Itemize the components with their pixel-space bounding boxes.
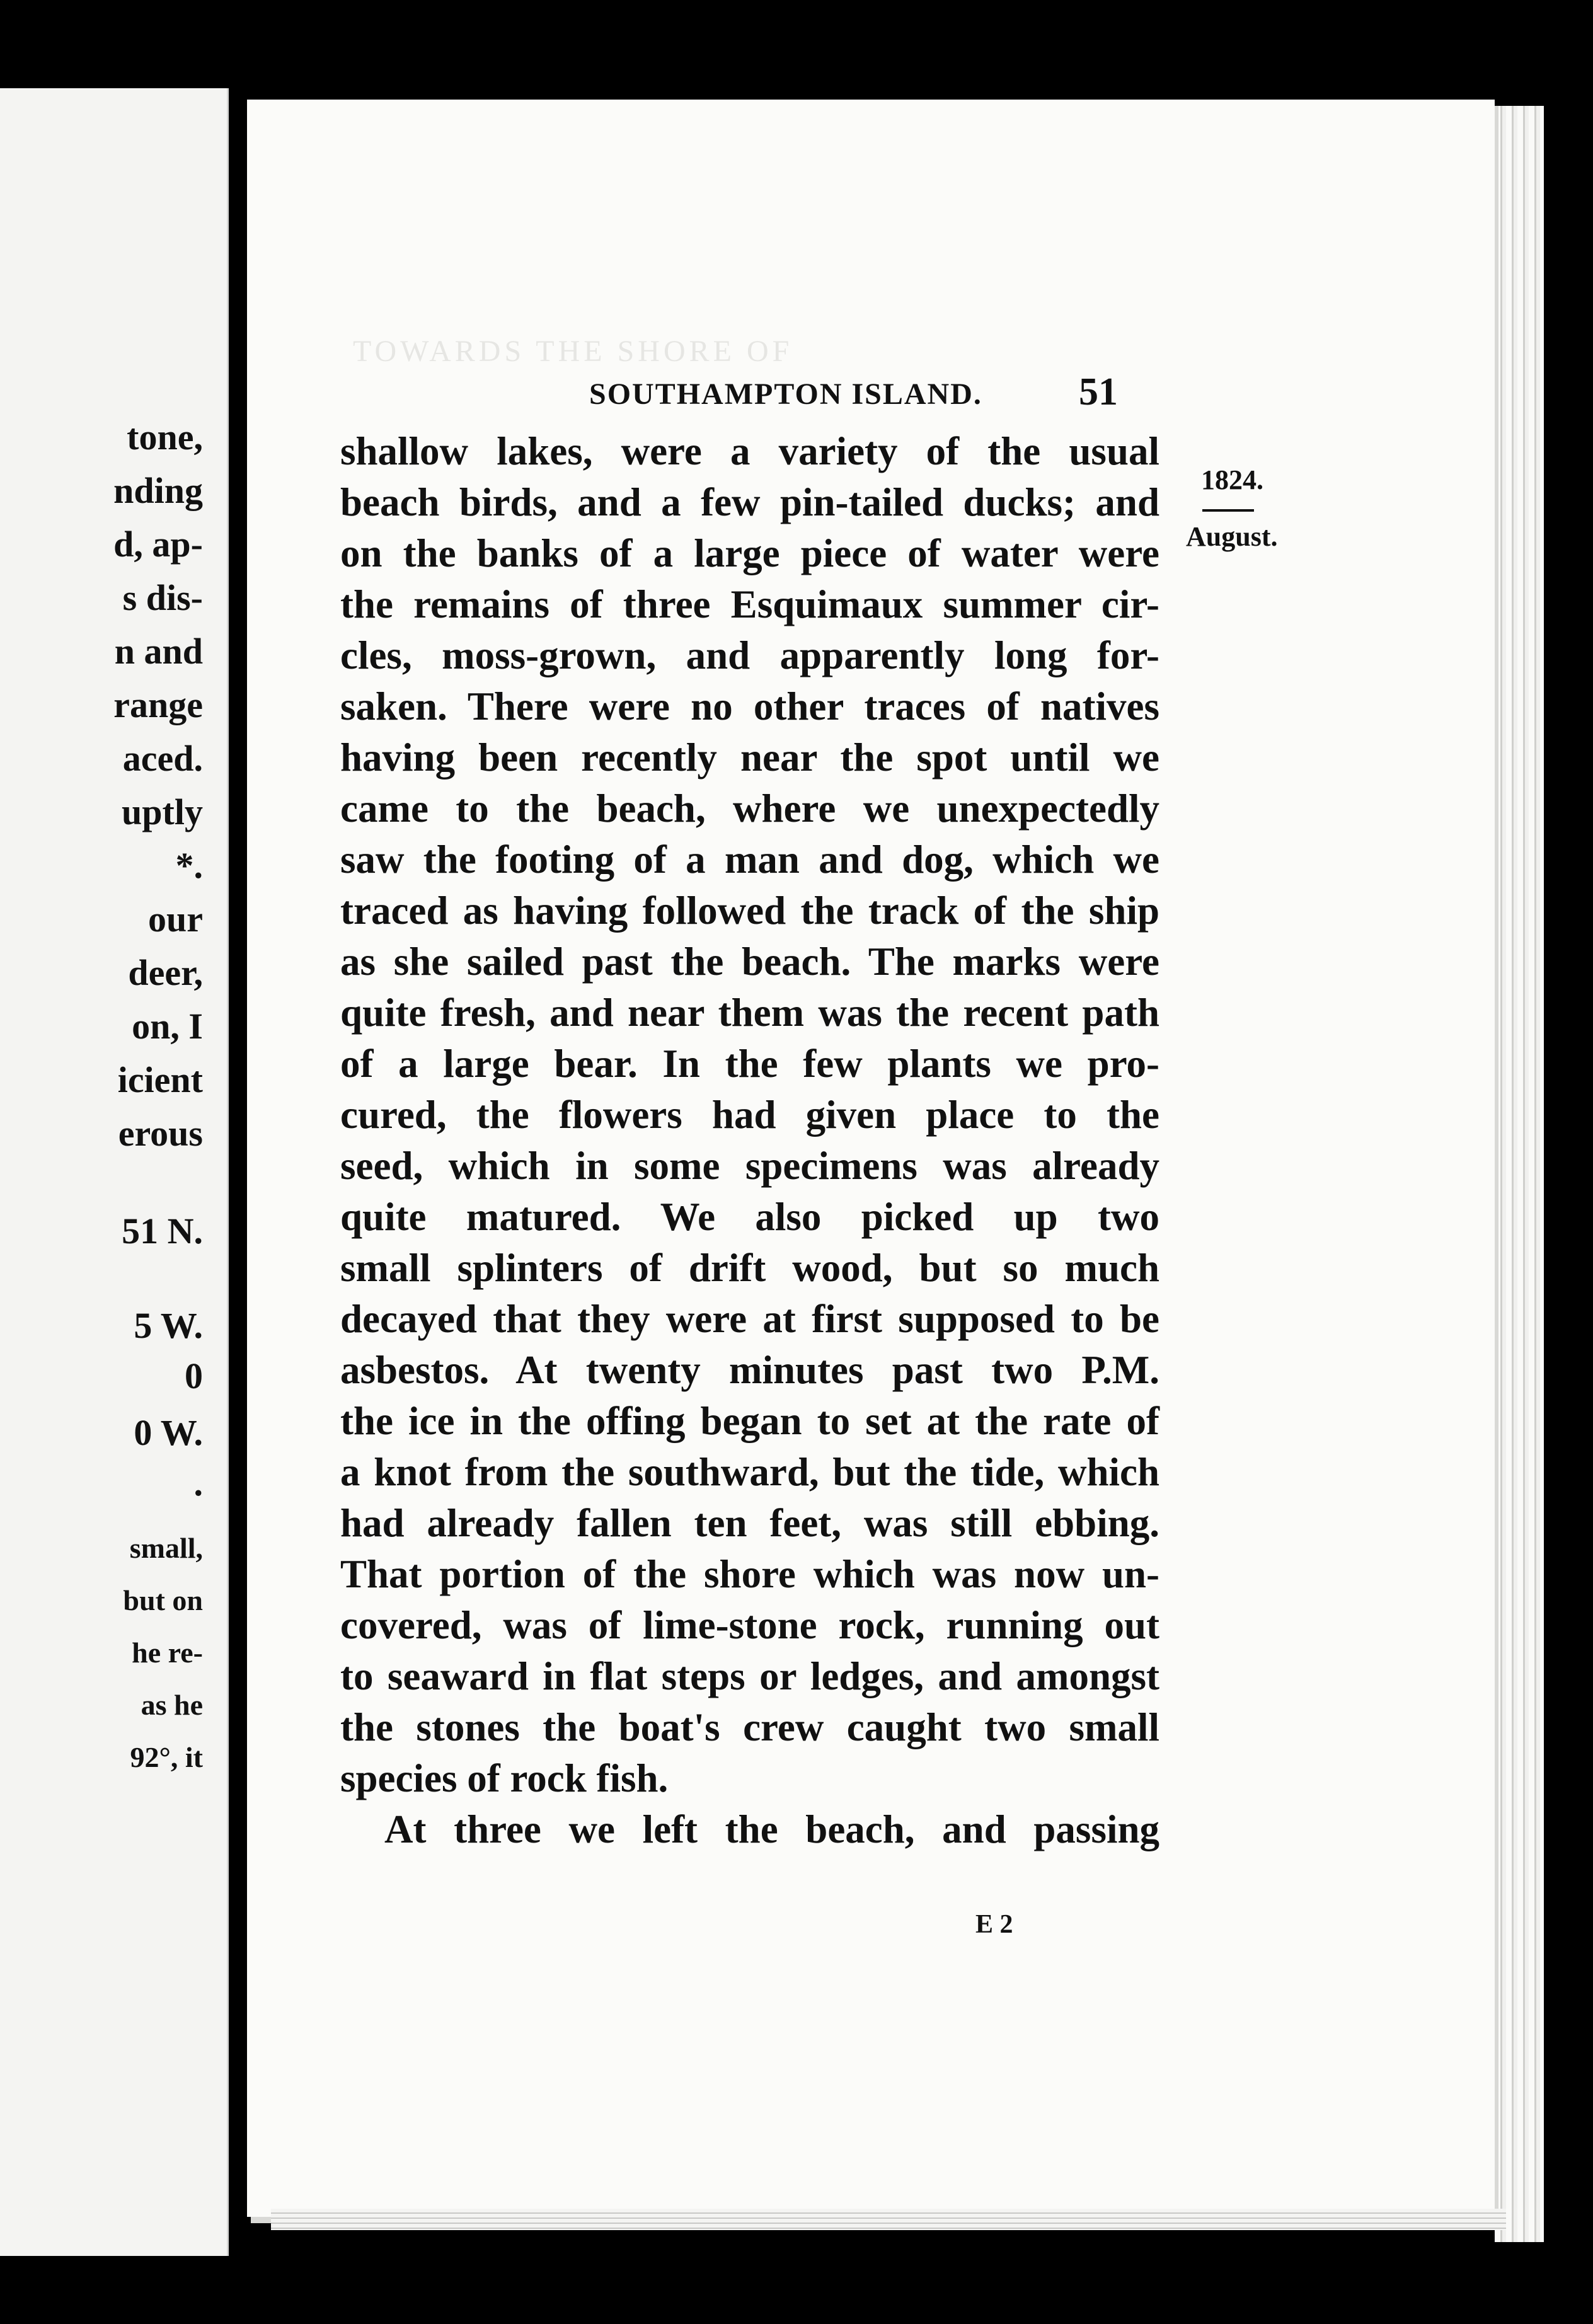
facing-page-line: erous (118, 1113, 203, 1154)
text-line: shallow lakes, were a variety of the usual (340, 429, 1159, 473)
text-line: of a large bear. In the few plants we pro- (340, 1042, 1159, 1086)
text-line: came to the beach, where we unexpectedly (340, 786, 1159, 831)
facing-page-line: 0 W. (134, 1412, 203, 1453)
facing-page-line: tone, (127, 417, 203, 457)
bleed-through-text: TOWARDS THE SHORE OF (353, 335, 793, 368)
text-line: on the banks of a large piece of water were (340, 531, 1159, 575)
text-line: saken. There were no other traces of natives (340, 684, 1159, 728)
facing-page-line: on, I (132, 1006, 203, 1047)
text-line: seed, which in some specimens was already (340, 1144, 1159, 1188)
facing-page-line: as he (141, 1689, 203, 1721)
text-line: quite fresh, and near them was the recent path (340, 991, 1159, 1035)
facing-page-line: range (113, 684, 203, 725)
page-edge-stack (1495, 106, 1544, 2242)
text-line: to seaward in flat steps or ledges, and amongst (340, 1654, 1159, 1698)
text-line: covered, was of lime-stone rock, running out (340, 1603, 1159, 1647)
facing-page-line: nding (113, 470, 203, 511)
facing-page-line: d, ap- (113, 524, 203, 565)
text-line: small splinters of drift wood, but so much (340, 1246, 1159, 1290)
facing-page-line: . (193, 1463, 203, 1504)
facing-page-line: 51 N. (122, 1211, 203, 1251)
margin-note-year: 1824. (1201, 464, 1263, 495)
facing-page-line: he re- (132, 1637, 203, 1669)
facing-page-line: deer, (128, 952, 203, 993)
facing-page-line: s dis- (122, 577, 203, 618)
signature-mark: E 2 (975, 1910, 1013, 1939)
margin-note-month: August. (1186, 521, 1278, 552)
text-line: asbestos. At twenty minutes past two P.M. (340, 1348, 1159, 1392)
facing-page-line: small, (129, 1532, 203, 1564)
facing-page-line: our (148, 899, 203, 940)
facing-page-line: 0 (185, 1355, 203, 1396)
text-line: had already fallen ten feet, was still ebbing. (340, 1501, 1159, 1545)
facing-page-line: *. (175, 845, 203, 886)
text-line: beach birds, and a few pin-tailed ducks; and (340, 480, 1159, 524)
text-line: quite matured. We also picked up two (340, 1195, 1159, 1239)
text-line: having been recently near the spot until we (340, 735, 1159, 779)
facing-page-line: but on (123, 1584, 203, 1616)
facing-page-line: uptly (122, 791, 203, 832)
facing-page-line: aced. (122, 738, 203, 779)
text-line: the stones the boat's crew caught two small (340, 1705, 1159, 1749)
text-line: saw the footing of a man and dog, which we (340, 837, 1159, 882)
facing-page-line: icient (117, 1059, 203, 1100)
page-number: 51 (1079, 371, 1118, 413)
text-line: traced as having followed the track of the ship (340, 889, 1159, 933)
margin-note-rule (1202, 509, 1254, 512)
text-line: a knot from the southward, but the tide, which (340, 1450, 1159, 1494)
page-bottom-edge (271, 2209, 1506, 2230)
text-line: At three we left the beach, and passing (384, 1807, 1159, 1851)
text-line: the ice in the offing began to set at the rate of (340, 1399, 1159, 1443)
text-line: decayed that they were at first supposed to be (340, 1297, 1159, 1341)
facing-page-fragment (0, 88, 229, 2256)
text-line: as she sailed past the beach. The marks were (340, 940, 1159, 984)
text-line: species of rock fish. (340, 1756, 669, 1800)
facing-page-line: n and (114, 631, 203, 672)
facing-page-line: 92°, it (130, 1741, 203, 1773)
text-line: the remains of three Esquimaux summer cir- (340, 582, 1159, 626)
running-header: SOUTHAMPTON ISLAND. (589, 377, 982, 411)
text-line: cles, moss-grown, and apparently long for- (340, 633, 1159, 677)
facing-page-line: 5 W. (134, 1305, 203, 1346)
text-line: That portion of the shore which was now un- (340, 1552, 1159, 1596)
text-line: cured, the flowers had given place to the (340, 1093, 1159, 1137)
